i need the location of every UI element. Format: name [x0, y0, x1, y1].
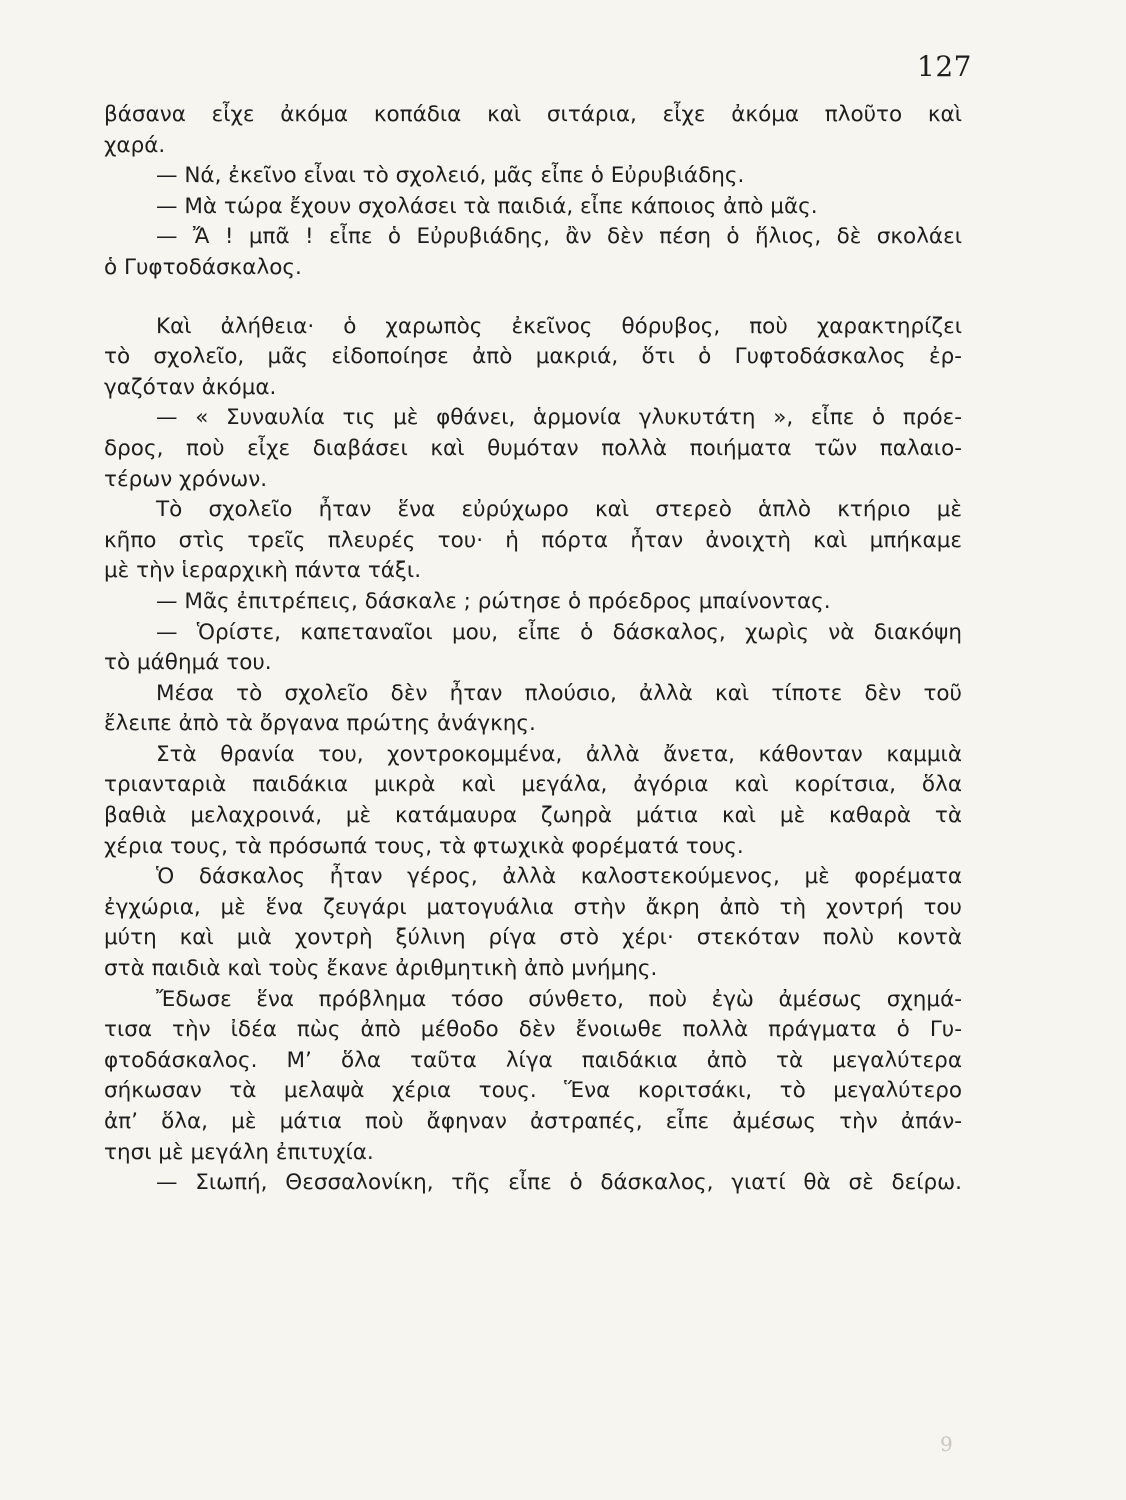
text-line: μὲ τὴν ἱεραρχικὴ πάντα τάξι.: [104, 558, 422, 584]
text-line: βαθιὰ μελαχροινά, μὲ κατάμαυρα ζωηρὰ μάτια καὶ μὲ καθαρὰ τὰ: [104, 803, 962, 829]
text-line: μύτη καὶ μιὰ χοντρὴ ξύλινη ρίγα στὸ χέρι· στεκόταν πολὺ κοντὰ: [104, 925, 962, 951]
text-line: — Ὁρίστε, καπεταναῖοι μου, εἶπε ὁ δάσκαλος, χωρὶς νὰ διακόψη: [156, 619, 962, 645]
text-line: ἀπ’ ὅλα, μὲ μάτια ποὺ ἄφηναν ἀστραπές, εἶπε ἀμέσως τὴν ἀπάν-: [104, 1109, 962, 1134]
text-line: κῆπο στὶς τρεῖς πλευρές του· ἡ πόρτα ἦταν ἀνοιχτὴ καὶ μπήκαμε: [104, 527, 962, 553]
paragraph-gap: [104, 284, 962, 312]
text-line: Στὰ θρανία του, χοντροκομμένα, ἀλλὰ ἄνετα, κάθονταν καμμιὰ: [156, 741, 962, 767]
text-line: — Μὰ τώρα ἔχουν σχολάσει τὰ παιδιά, εἶπε κάποιος ἀπὸ μᾶς.: [156, 193, 818, 219]
text-line: τέρων χρόνων.: [104, 466, 268, 492]
text-line: τριανταριὰ παιδάκια μικρὰ καὶ μεγάλα, ἀγόρια καὶ κορίτσια, ὅλα: [104, 772, 962, 798]
page-number: 127: [917, 50, 972, 83]
text-line: — « Συναυλία τις μὲ φθάνει, ἁρμονία γλυκυτάτη », εἶπε ὁ πρόε-: [156, 405, 962, 431]
text-line: Ὁ δάσκαλος ἦταν γέρος, ἀλλὰ καλοστεκούμενος, μὲ φορέματα: [156, 864, 962, 890]
text-line: χέρια τους, τὰ πρόσωπά τους, τὰ φτωχικὰ φορέματά τους.: [104, 833, 744, 859]
text-line: τησι μὲ μεγάλη ἐπιτυχία.: [104, 1139, 374, 1165]
text-line: Τὸ σχολεῖο ἦταν ἕνα εὐρύχωρο καὶ στερεὸ ἁπλὸ κτήριο μὲ: [156, 497, 962, 523]
signature-mark: 9: [940, 1432, 953, 1456]
text-line: βάσανα εἶχε ἀκόμα κοπάδια καὶ σιτάρια, εἶχε ἀκόμα πλοῦτο καὶ: [104, 102, 962, 127]
text-line: τὸ μάθημά του.: [104, 650, 272, 676]
text-line: Καὶ ἀλήθεια· ὁ χαρωπὸς ἐκεῖνος θόρυβος, ποὺ χαρακτηρίζει: [156, 313, 962, 339]
text-line: σήκωσαν τὰ μελαψὰ χέρια τους. Ἕνα κοριτσάκι, τὸ μεγαλύτερο: [104, 1078, 962, 1104]
text-line: — Μᾶς ἐπιτρέπεις, δάσκαλε ; ρώτησε ὁ πρόεδρος μπαίνοντας.: [156, 588, 831, 614]
text-line: στὰ παιδιὰ καὶ τοὺς ἔκανε ἀριθμητικὴ ἀπὸ μνήμης.: [104, 956, 658, 982]
text-line: γαζόταν ἀκόμα.: [104, 374, 277, 400]
text-line: Μέσα τὸ σχολεῖο δὲν ἦταν πλούσιο, ἀλλὰ καὶ τίποτε δὲν τοῦ: [156, 680, 962, 706]
text-line: δρος, ποὺ εἶχε διαβάσει καὶ θυμόταν πολλὰ ποιήματα τῶν παλαιο-: [104, 435, 962, 461]
text-line: ἐγχώρια, μὲ ἕνα ζευγάρι ματογυάλια στὴν ἄκρη ἀπὸ τὴ χοντρή του: [104, 894, 962, 920]
text-line: φτοδάσκαλος. Μ’ ὅλα ταῦτα λίγα παιδάκια ἀπὸ τὰ μεγαλύτερα: [104, 1047, 962, 1073]
body-text: [104, 100, 962, 1199]
text-line: χαρά.: [104, 132, 166, 158]
text-line: ἔλειπε ἀπὸ τὰ ὄργανα πρώτης ἀνάγκης.: [104, 711, 536, 737]
text-line: — Ἄ ! μπᾶ ! εἶπε ὁ Εὐρυβιάδης, ἂν δὲν πέση ὁ ἥλιος, δὲ σκολάει: [156, 224, 962, 250]
text-line: τὸ σχολεῖο, μᾶς εἰδοποίησε ἀπὸ μακριά, ὅτι ὁ Γυφτοδάσκαλος ἐρ-: [104, 344, 962, 370]
text-line: τισα τὴν ἰδέα πὼς ἀπὸ μέθοδο δὲν ἔνοιωθε πολλὰ πράγματα ὁ Γυ-: [104, 1017, 962, 1043]
text-line: ὁ Γυφτοδάσκαλος.: [104, 254, 302, 280]
text-line: Ἔδωσε ἕνα πρόβλημα τόσο σύνθετο, ποὺ ἐγὼ ἀμέσως σχημά-: [156, 986, 962, 1012]
text-line: — Σιωπή, Θεσσαλονίκη, τῆς εἶπε ὁ δάσκαλος, γιατί θὰ σὲ δείρω.: [156, 1170, 962, 1196]
text-line: — Νά, ἐκεῖνο εἶναι τὸ σχολειό, μᾶς εἶπε ὁ Εὐρυβιάδης.: [156, 163, 745, 189]
